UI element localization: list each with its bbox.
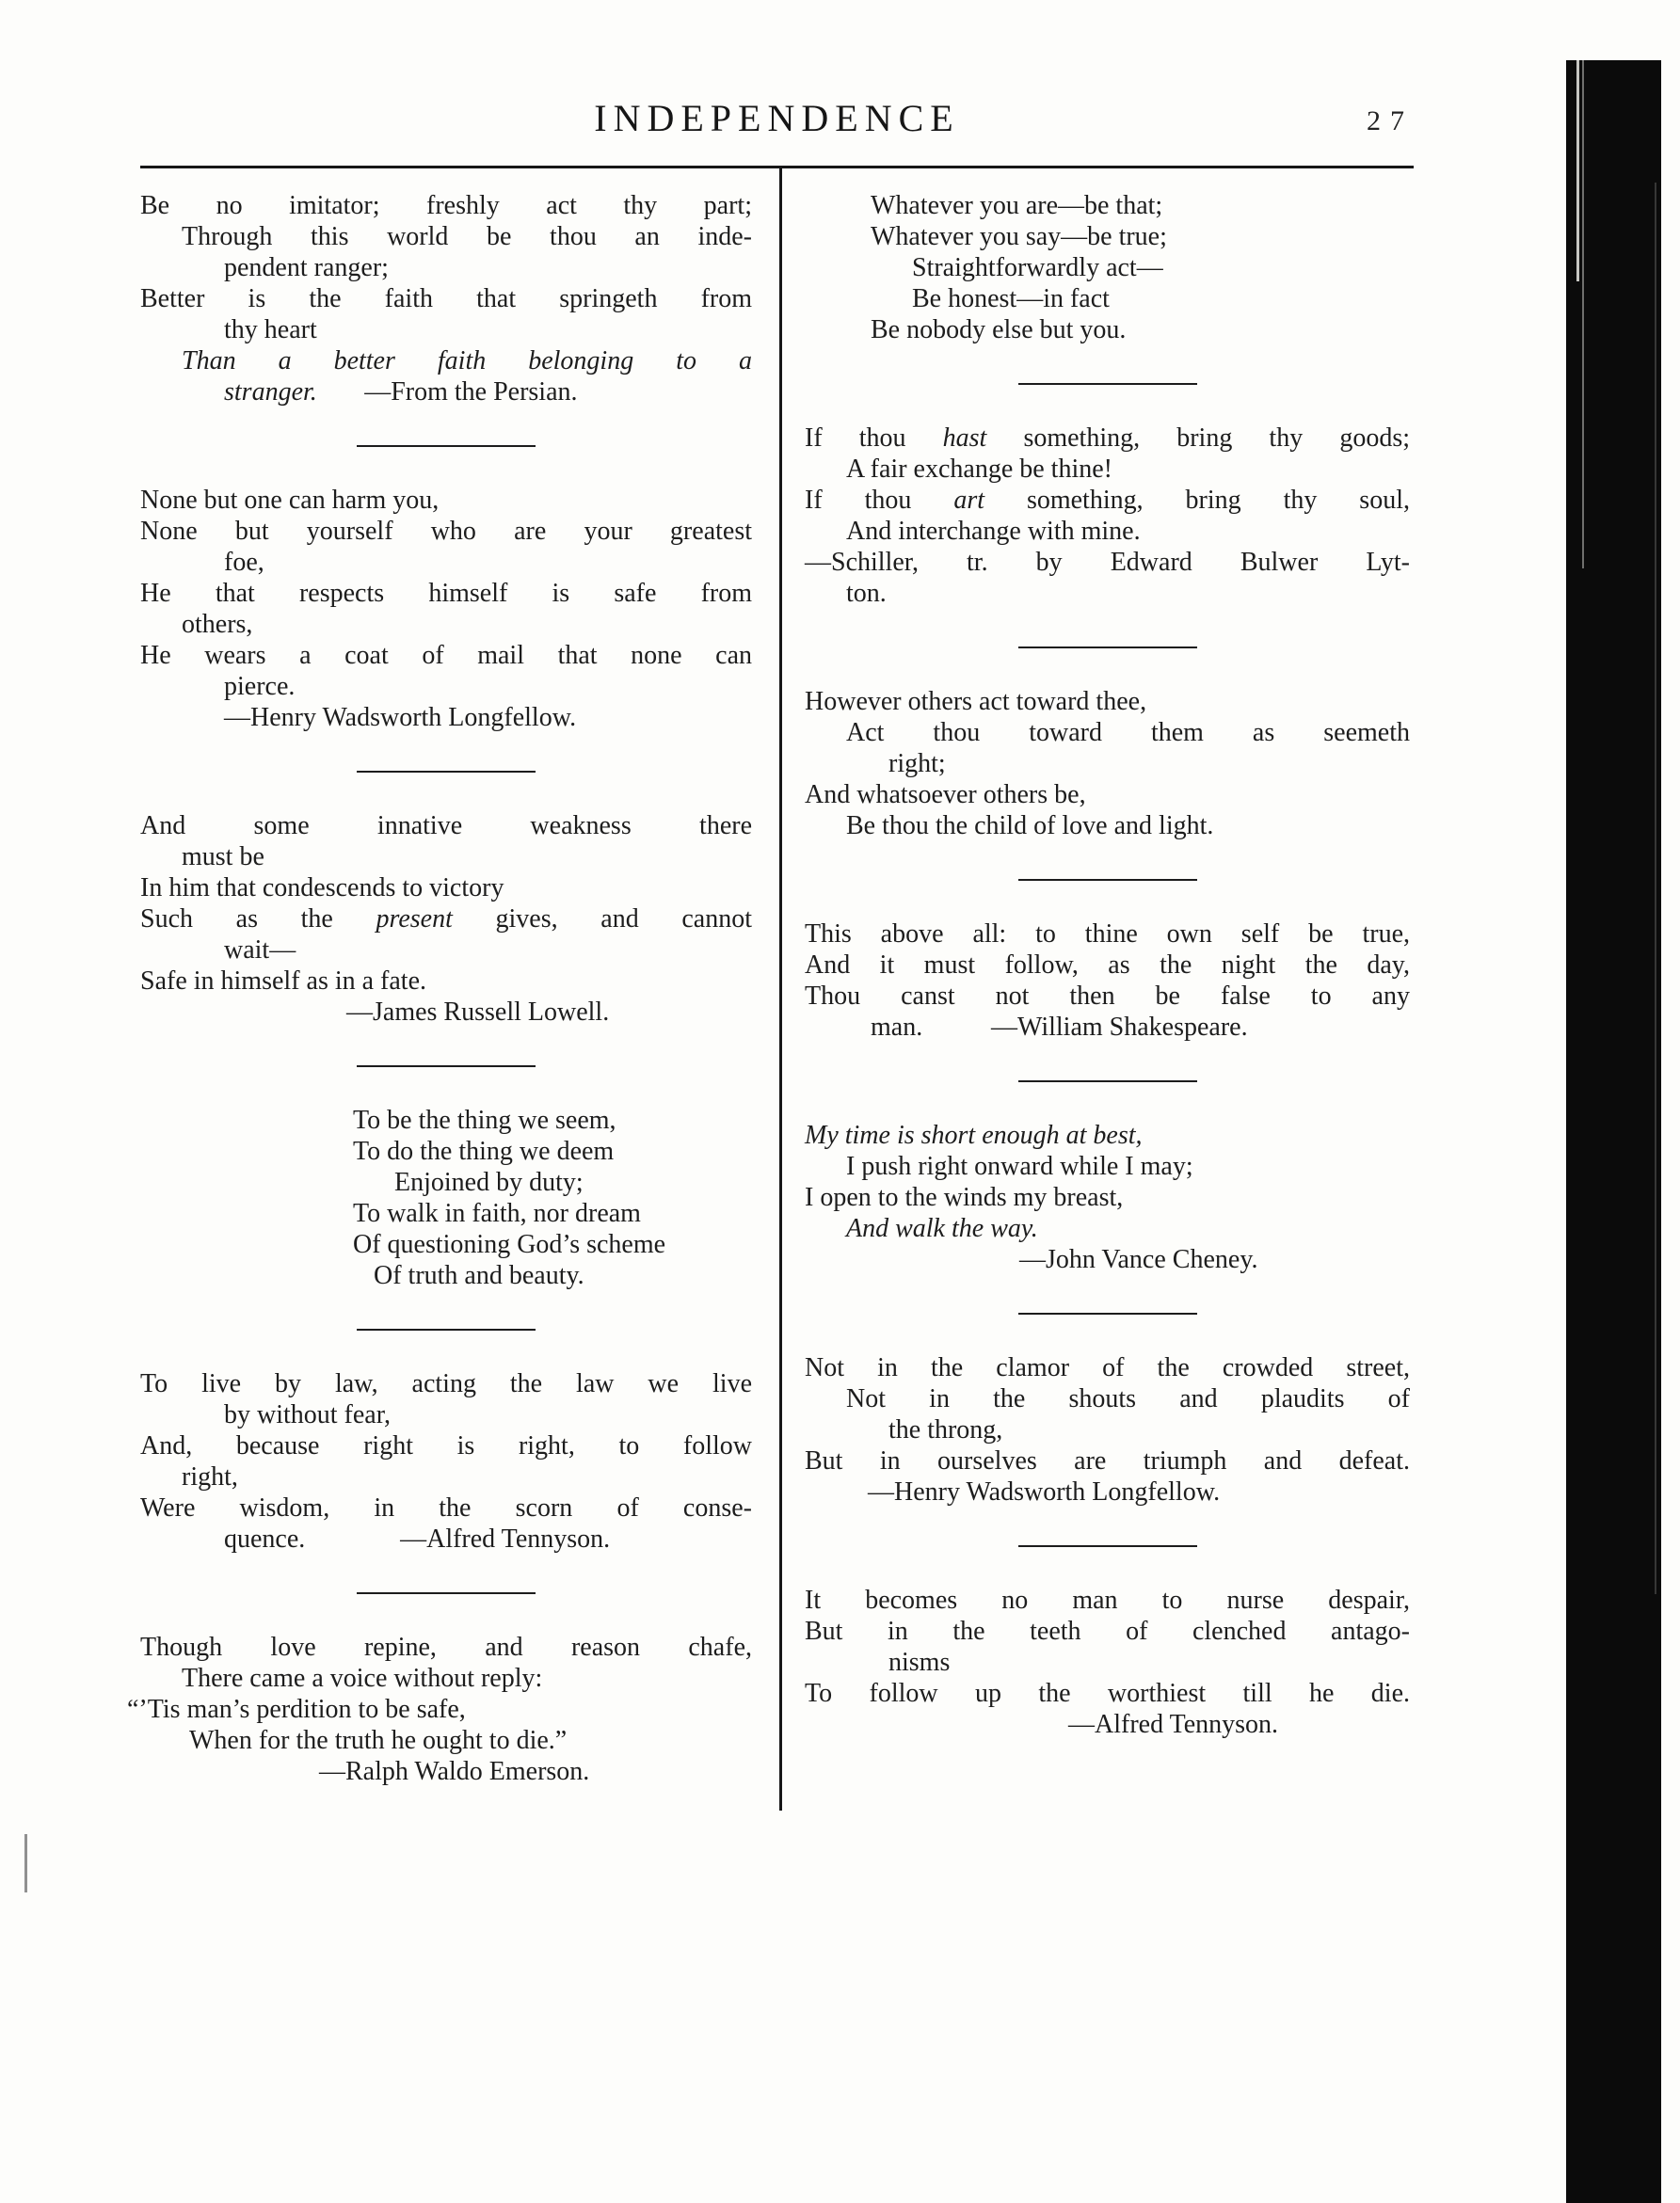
- text-segment: There came a voice without reply:: [182, 1664, 543, 1693]
- header-rule: [140, 166, 1414, 168]
- attribution: —From the Persian.: [364, 377, 578, 407]
- text-segment: Of truth and beauty.: [374, 1261, 584, 1290]
- text-segment: Act thou toward them as seemeth: [846, 718, 1410, 747]
- poem-line: [140, 1229, 752, 1260]
- text-segment: And walk the way.: [846, 1214, 1038, 1243]
- attribution: —William Shakespeare.: [991, 1013, 1248, 1042]
- text-segment: foe,: [224, 548, 264, 577]
- scan-streak: [1576, 60, 1579, 281]
- poem-line: [140, 934, 752, 966]
- text-segment: pendent ranger;: [224, 253, 389, 282]
- text-segment: art: [953, 486, 984, 515]
- poem-line: [805, 314, 1410, 345]
- poem: [140, 485, 752, 733]
- poem-separator-rule: [357, 445, 536, 447]
- poem-line: [140, 997, 752, 1028]
- text-segment: Through this world be thou an inde-: [182, 222, 752, 251]
- page-number: 27: [1367, 105, 1414, 136]
- poem-line: [140, 841, 752, 872]
- scan-mark: [24, 1834, 27, 1892]
- poem-line: [805, 1352, 1410, 1383]
- page-title: INDEPENDENCE: [594, 97, 960, 139]
- text-segment: Such as the: [140, 904, 376, 934]
- poem-line: [805, 454, 1410, 485]
- poem-line: [127, 1694, 752, 1725]
- poem-line: [805, 1383, 1410, 1414]
- text-segment: —Henry Wadsworth Longfellow.: [868, 1477, 1221, 1507]
- text-segment: A fair exchange be thine!: [846, 455, 1112, 484]
- poem-line: [140, 671, 752, 702]
- poem-line: [140, 1105, 752, 1136]
- text-segment: gives, and cannot: [452, 904, 752, 934]
- column-left: [127, 190, 752, 1787]
- poem-line: [805, 1244, 1410, 1275]
- text-segment: Not in the shouts and plaudits of: [846, 1384, 1410, 1413]
- text-segment: Thou canst not then be false to any: [805, 982, 1410, 1011]
- poem-line: [140, 1136, 752, 1167]
- poem-line: [805, 283, 1410, 314]
- poem-line: [805, 423, 1410, 454]
- text-segment: And it must follow, as the night the day,: [805, 950, 1410, 980]
- poem-line: [140, 485, 752, 516]
- poem-line: [805, 190, 1410, 221]
- text-segment: Be thou the child of love and light.: [846, 811, 1214, 840]
- poem-line: [805, 485, 1410, 516]
- column-right: [805, 190, 1410, 1740]
- poem-line: [805, 221, 1410, 252]
- text-segment: I open to the winds my breast,: [805, 1183, 1124, 1212]
- poem-line: [805, 1616, 1410, 1647]
- poem-line: [805, 810, 1410, 841]
- text-segment: Whatever you say—be true;: [871, 222, 1167, 251]
- text-segment: man.: [871, 1013, 923, 1042]
- poem-line: [140, 1663, 752, 1694]
- poem-line: [140, 1399, 752, 1430]
- poem-line: [805, 1414, 1410, 1445]
- text-segment: To do the thing we deem: [353, 1137, 615, 1166]
- text-segment: Than a better faith belonging to a: [182, 346, 752, 375]
- text-segment: nisms: [888, 1648, 951, 1677]
- poem-separator-rule: [357, 1592, 536, 1594]
- text-segment: right,: [182, 1462, 238, 1492]
- poem-line: [805, 1012, 1410, 1043]
- poem-line: [805, 1585, 1410, 1616]
- poem-separator-rule: [1018, 647, 1197, 648]
- text-segment: hast: [942, 423, 987, 453]
- text-segment: something, bring thy soul,: [984, 486, 1410, 515]
- poem-line: [805, 918, 1410, 950]
- poem-line: [140, 1368, 752, 1399]
- poem: [140, 1105, 752, 1291]
- poem: [140, 1368, 752, 1555]
- poem-line: [805, 950, 1410, 981]
- poem-line: [140, 547, 752, 578]
- text-segment: None but one can harm you,: [140, 486, 440, 515]
- poem: [805, 1585, 1410, 1740]
- text-segment: I push right onward while I may;: [846, 1152, 1193, 1181]
- text-segment: And some innative weakness there: [140, 811, 752, 840]
- text-segment: others,: [182, 610, 253, 639]
- text-segment: Be nobody else but you.: [871, 315, 1127, 344]
- text-segment: —Henry Wadsworth Longfellow.: [224, 703, 577, 732]
- poem-line: [140, 1167, 752, 1198]
- poem: [140, 190, 752, 407]
- poem-line: [140, 903, 752, 934]
- attribution: —Alfred Tennyson.: [400, 1525, 611, 1554]
- poem-line: [140, 1198, 752, 1229]
- poem-line: [805, 516, 1410, 547]
- poem: [805, 686, 1410, 841]
- text-segment: In him that condescends to victory: [140, 873, 504, 902]
- text-segment: But in ourselves are triumph and defeat.: [805, 1446, 1410, 1476]
- poem-separator-rule: [357, 771, 536, 773]
- text-segment: When for the truth he ought to die.”: [189, 1726, 568, 1755]
- text-segment: To walk in faith, nor dream: [353, 1199, 641, 1228]
- scan-streak: [1655, 183, 1656, 1594]
- poem-line: [805, 1151, 1410, 1182]
- text-segment: My time is short enough at best,: [805, 1121, 1143, 1150]
- poem-separator-rule: [357, 1329, 536, 1331]
- poem-separator-rule: [1018, 879, 1197, 881]
- text-segment: —James Russell Lowell.: [346, 998, 610, 1027]
- poem-line: [805, 1678, 1410, 1709]
- text-segment: the throng,: [888, 1415, 1003, 1445]
- poem-separator-rule: [1018, 1545, 1197, 1547]
- poem-line: [140, 578, 752, 609]
- text-segment: must be: [182, 842, 264, 871]
- poem-line: [140, 966, 752, 997]
- poem-line: [140, 1430, 752, 1461]
- poem-line: [805, 252, 1410, 283]
- poem: [127, 1632, 752, 1787]
- poem: [805, 1120, 1410, 1275]
- text-segment: Be no imitator; freshly act thy part;: [140, 191, 752, 220]
- text-segment: Safe in himself as in a fate.: [140, 966, 427, 996]
- text-segment: —John Vance Cheney.: [1019, 1245, 1258, 1274]
- text-segment: stranger.: [224, 377, 317, 407]
- scan-binding-bar: [1566, 60, 1661, 2203]
- poem-line: [805, 1709, 1410, 1740]
- text-segment: If thou: [805, 486, 954, 515]
- text-segment: He that respects himself is safe from: [140, 579, 752, 608]
- text-segment: —Schiller, tr. by Edward Bulwer Lyt-: [805, 548, 1410, 577]
- poem-line: [140, 640, 752, 671]
- poem: [805, 1352, 1410, 1508]
- poem: [805, 190, 1410, 345]
- text-segment: He wears a coat of mail that none can: [140, 641, 752, 670]
- poem-line: [140, 1756, 752, 1787]
- poem-separator-rule: [1018, 383, 1197, 385]
- poem-line: [805, 686, 1410, 717]
- text-segment: —Alfred Tennyson.: [1068, 1710, 1279, 1739]
- poem-line: [140, 702, 752, 733]
- text-segment: ton.: [846, 579, 887, 608]
- text-segment: And, because right is right, to follow: [140, 1431, 752, 1461]
- text-segment: To live by law, acting the law we live: [140, 1369, 752, 1398]
- text-segment: To be the thing we seem,: [353, 1106, 616, 1135]
- text-segment: Straightforwardly act—: [912, 253, 1163, 282]
- poem-line: [140, 283, 752, 314]
- text-segment: Be honest—in fact: [912, 284, 1110, 313]
- text-segment: It becomes no man to nurse despair,: [805, 1586, 1410, 1615]
- poem-line: [805, 779, 1410, 810]
- text-segment: To follow up the worthiest till he die.: [805, 1679, 1410, 1708]
- text-segment: Were wisdom, in the scorn of conse-: [140, 1493, 752, 1523]
- text-segment: —Ralph Waldo Emerson.: [319, 1757, 590, 1786]
- text-segment: None but yourself who are your greatest: [140, 517, 752, 546]
- poem-line: [140, 376, 752, 407]
- text-segment: thy heart: [224, 315, 317, 344]
- poem-line: [140, 872, 752, 903]
- poem: [140, 810, 752, 1028]
- text-segment: Enjoined by duty;: [394, 1168, 584, 1197]
- poem-line: [140, 190, 752, 221]
- poem-line: [140, 1725, 752, 1756]
- scan-streak: [1582, 60, 1584, 568]
- poem-line: [805, 981, 1410, 1012]
- text-segment: wait—: [224, 935, 296, 965]
- poem-line: [805, 1647, 1410, 1678]
- text-segment: something, bring thy goods;: [986, 423, 1410, 453]
- column-divider-rule: [779, 168, 782, 1811]
- poem: [805, 423, 1410, 609]
- text-segment: pierce.: [224, 672, 296, 701]
- poem-line: [805, 1445, 1410, 1477]
- text-segment: Of questioning God’s scheme: [353, 1230, 666, 1259]
- poem-line: [140, 1524, 752, 1555]
- poem-line: [140, 516, 752, 547]
- poem-line: [140, 1493, 752, 1524]
- poem-line: [805, 1477, 1410, 1508]
- poem-separator-rule: [1018, 1313, 1197, 1315]
- text-segment: Not in the clamor of the crowded street,: [805, 1353, 1410, 1382]
- poem-line: [140, 609, 752, 640]
- poem-separator-rule: [1018, 1080, 1197, 1082]
- poem-line: [805, 717, 1410, 748]
- poem-line: [140, 1632, 752, 1663]
- text-segment: But in the teeth of clenched antago-: [805, 1617, 1410, 1646]
- poem-line: [805, 1182, 1410, 1213]
- poem-line: [140, 1260, 752, 1291]
- poem-line: [140, 314, 752, 345]
- text-segment: present: [376, 904, 453, 934]
- text-segment: Whatever you are—be that;: [871, 191, 1163, 220]
- text-segment: by without fear,: [224, 1400, 391, 1429]
- text-segment: And whatsoever others be,: [805, 780, 1086, 809]
- poem-line: [140, 810, 752, 841]
- poem-line: [140, 345, 752, 376]
- poem-line: [805, 1213, 1410, 1244]
- poem-line: [805, 578, 1410, 609]
- poem-line: [140, 221, 752, 252]
- poem-line: [805, 748, 1410, 779]
- text-segment: However others act toward thee,: [805, 687, 1147, 716]
- text-segment: “’Tis man’s perdition to be safe,: [127, 1695, 466, 1724]
- text-segment: quence.: [224, 1525, 306, 1554]
- text-segment: If thou: [805, 423, 943, 453]
- text-segment: Better is the faith that springeth from: [140, 284, 752, 313]
- poem-line: [805, 1120, 1410, 1151]
- poem-line: [140, 252, 752, 283]
- text-segment: Though love repine, and reason chafe,: [140, 1633, 752, 1662]
- poem-line: [140, 1461, 752, 1493]
- poem-separator-rule: [357, 1065, 536, 1067]
- text-segment: And interchange with mine.: [846, 517, 1141, 546]
- poem-line: [805, 547, 1410, 578]
- text-segment: This above all: to thine own self be true,: [805, 919, 1410, 949]
- poem: [805, 918, 1410, 1043]
- text-segment: right;: [888, 749, 946, 778]
